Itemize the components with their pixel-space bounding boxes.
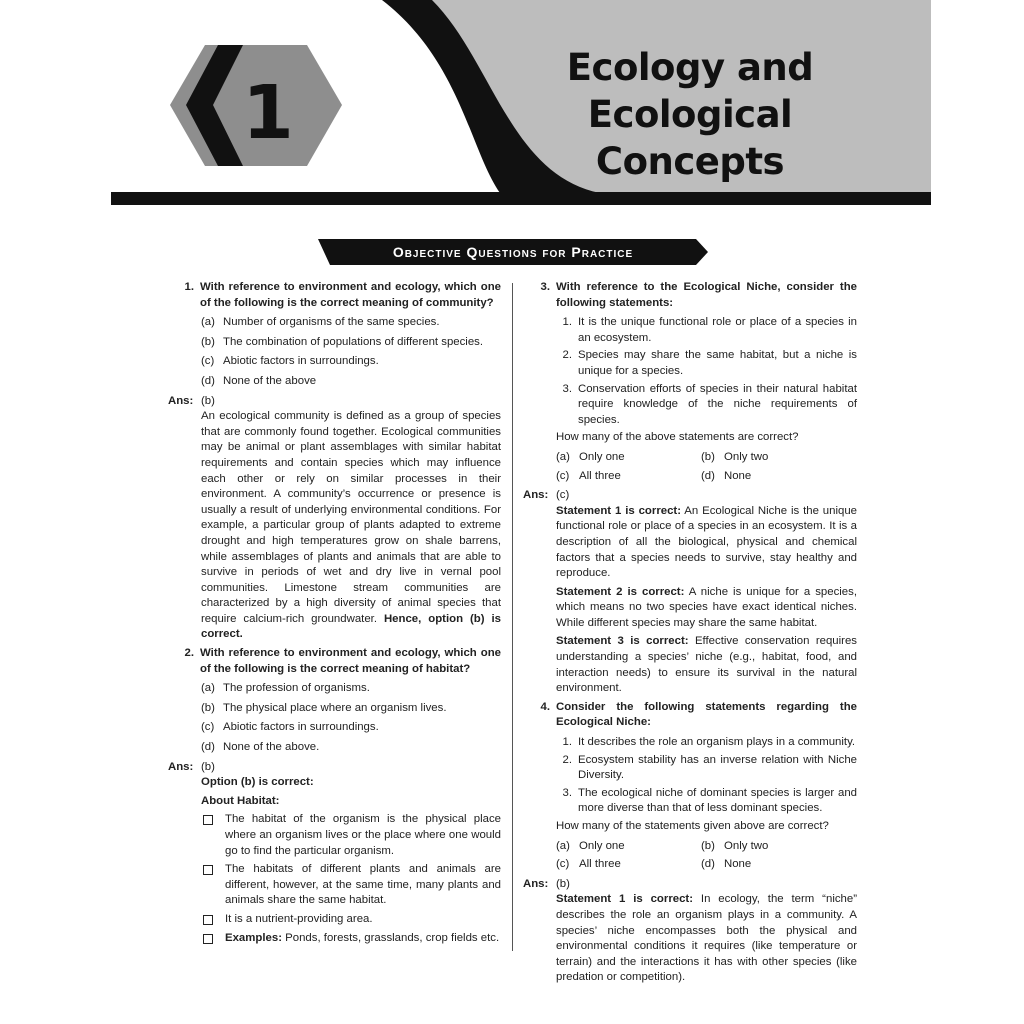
explanation: An ecological community is defined as a group of species that are commonly found together. Ecological communities may be animal or plant assemblages with similar habitat requirements and contain species which may influence each other or rely on similar processes in their environment. A community’s occurrence or presence is usually a result of underlying environmental conditions. For example, a particular group of plants adapted to extreme drought and high temperatures grow on shale barrens, while assemblages of plants and animals that are able to survive in periods of wet and dry live in vernal pool communities. Limestone stream communities are characterized by a high diversity of animal species that require calcium-rich groundwater. Hence, option (b) is correct. [201, 410, 502, 641]
section-banner [318, 239, 708, 265]
option: (a) Only one [556, 839, 625, 852]
option: (b) Only two [701, 839, 769, 852]
statement: 1. It is the unique functional role or place of a species in an ecosystem. [562, 316, 857, 344]
question-number: 2. [184, 647, 194, 660]
chapter-title-line: Ecological [587, 93, 793, 136]
checkbox-bullet-icon [203, 915, 213, 925]
question-text: With reference to environment and ecology, which one of the following is the correct meaning of habitat? [200, 647, 501, 675]
question-3 [524, 280, 857, 311]
statement-explanation: Statement 1 is correct: An Ecological Niche is the unique functional role or place of a species in an ecosystem. It is a description of all the biological, physical and chemical factors that a species needs to survive, stay healthy and reproduce. [556, 504, 857, 580]
statement: 2. Ecosystem stability has an inverse relation with Niche Diversity. [562, 753, 857, 782]
question-number: 1. [184, 281, 194, 293]
option: (d) None of the above. [201, 741, 320, 754]
answer-value: (b) [556, 877, 570, 890]
answer-value: (b) [201, 760, 215, 773]
option: (d) None [701, 469, 752, 482]
chapter-title-line: Concepts [595, 140, 785, 183]
option: (b) The combination of populations of different species. [201, 335, 484, 348]
bullet-item: Examples: Ponds, forests, grasslands, crop fields etc. [201, 931, 501, 947]
statement-explanation: Statement 3 is correct: Effective conservation requires understanding a species’ niche (e.g., habitat, food, and interaction needs) to ensure its survival in the natural environment. [556, 635, 857, 695]
option: (d) None [701, 858, 752, 871]
bullet-item: The habitat of the organism is the physical place where an organism lives or the place where one would go to find the particular organism. [201, 812, 501, 859]
chapter-title-line: Ecology and [566, 46, 814, 89]
option: (a) Number of organisms of the same species. [201, 316, 440, 329]
about-habitat-heading: About Habitat: [201, 794, 280, 807]
option: (b) Only two [701, 450, 769, 463]
question-number: 4. [540, 700, 550, 713]
options-grid [556, 450, 857, 484]
statement: 3. The ecological niche of dominant species is larger and more diverse than that of less dominant species. [562, 786, 857, 815]
chapter-number: 1 [242, 70, 294, 156]
statement-explanation: Statement 2 is correct: A niche is unique for a species, which means no two species have exact identical niches. While different species may share the same habitat. [556, 585, 858, 629]
checkbox-bullet-icon [203, 815, 213, 825]
answer-line [168, 760, 501, 776]
answer-line [523, 488, 857, 504]
option: (a) The profession of organisms. [201, 682, 370, 695]
option: (c) Abiotic factors in surroundings. [201, 721, 379, 734]
statement-explanation: Statement 1 is correct: In ecology, the term “niche” describes the role an organism plays in a community. A species’ niche encompasses both the physical and environmental conditions it requires (like temperature or terrain) and the interactions it has with other species (like predation or competition). [556, 893, 858, 984]
question-1 [168, 280, 501, 311]
question-text: With reference to environment and ecology, which one of the following is the correct meaning of community? [200, 281, 501, 309]
options-grid [556, 839, 857, 873]
answer-line [523, 877, 857, 893]
option: (c) All three [556, 858, 621, 871]
answer-value: (c) [556, 489, 570, 502]
chapter-header-graphic [0, 0, 1024, 215]
answer-label: Ans: [168, 760, 194, 773]
answer-line [168, 394, 501, 410]
checkbox-bullet-icon [203, 865, 213, 875]
answer-label: Ans: [523, 877, 549, 890]
answer-label: Ans: [168, 394, 194, 407]
question-4 [524, 700, 857, 731]
left-column [168, 280, 501, 949]
right-column [524, 280, 857, 989]
chapter-title [560, 44, 820, 185]
column-divider [512, 283, 513, 951]
option: (a) Only one [556, 450, 625, 463]
header-bottom-bar [111, 192, 931, 205]
answer-value: (b) [201, 394, 215, 407]
conclusion: Hence, option (b) is correct. [201, 612, 502, 641]
section-title: Objective Questions for Practice [392, 244, 634, 260]
statement: 2. Species may share the same habitat, but a niche is unique for a species. [562, 349, 857, 377]
question-number: 3. [540, 281, 550, 293]
question-text: Consider the following statements regarding the Ecological Niche: [556, 700, 857, 729]
option: (d) None of the above [201, 374, 317, 387]
option: (c) Abiotic factors in surroundings. [201, 355, 379, 368]
option: (c) All three [556, 469, 621, 482]
correct-option-line: Option (b) is correct: [201, 776, 314, 789]
answer-label: Ans: [523, 489, 549, 502]
statement: 3. Conservation efforts of species in their natural habitat require knowledge of the niche requirements of species. [562, 382, 857, 426]
checkbox-bullet-icon [203, 934, 213, 944]
question-text: With reference to the Ecological Niche, consider the following statements: [556, 281, 857, 309]
bullet-item: The habitats of different plants and animals are different, however, at the same time, many plants and animals share the same habitat. [201, 862, 501, 909]
statement: 1. It describes the role an organism plays in a community. [562, 736, 856, 749]
question-ask: How many of the above statements are correct? [556, 431, 799, 444]
bullet-item: It is a nutrient-providing area. [201, 912, 501, 928]
question-ask: How many of the statements given above are correct? [556, 820, 829, 832]
option: (b) The physical place where an organism lives. [201, 701, 447, 714]
question-2 [168, 646, 501, 677]
